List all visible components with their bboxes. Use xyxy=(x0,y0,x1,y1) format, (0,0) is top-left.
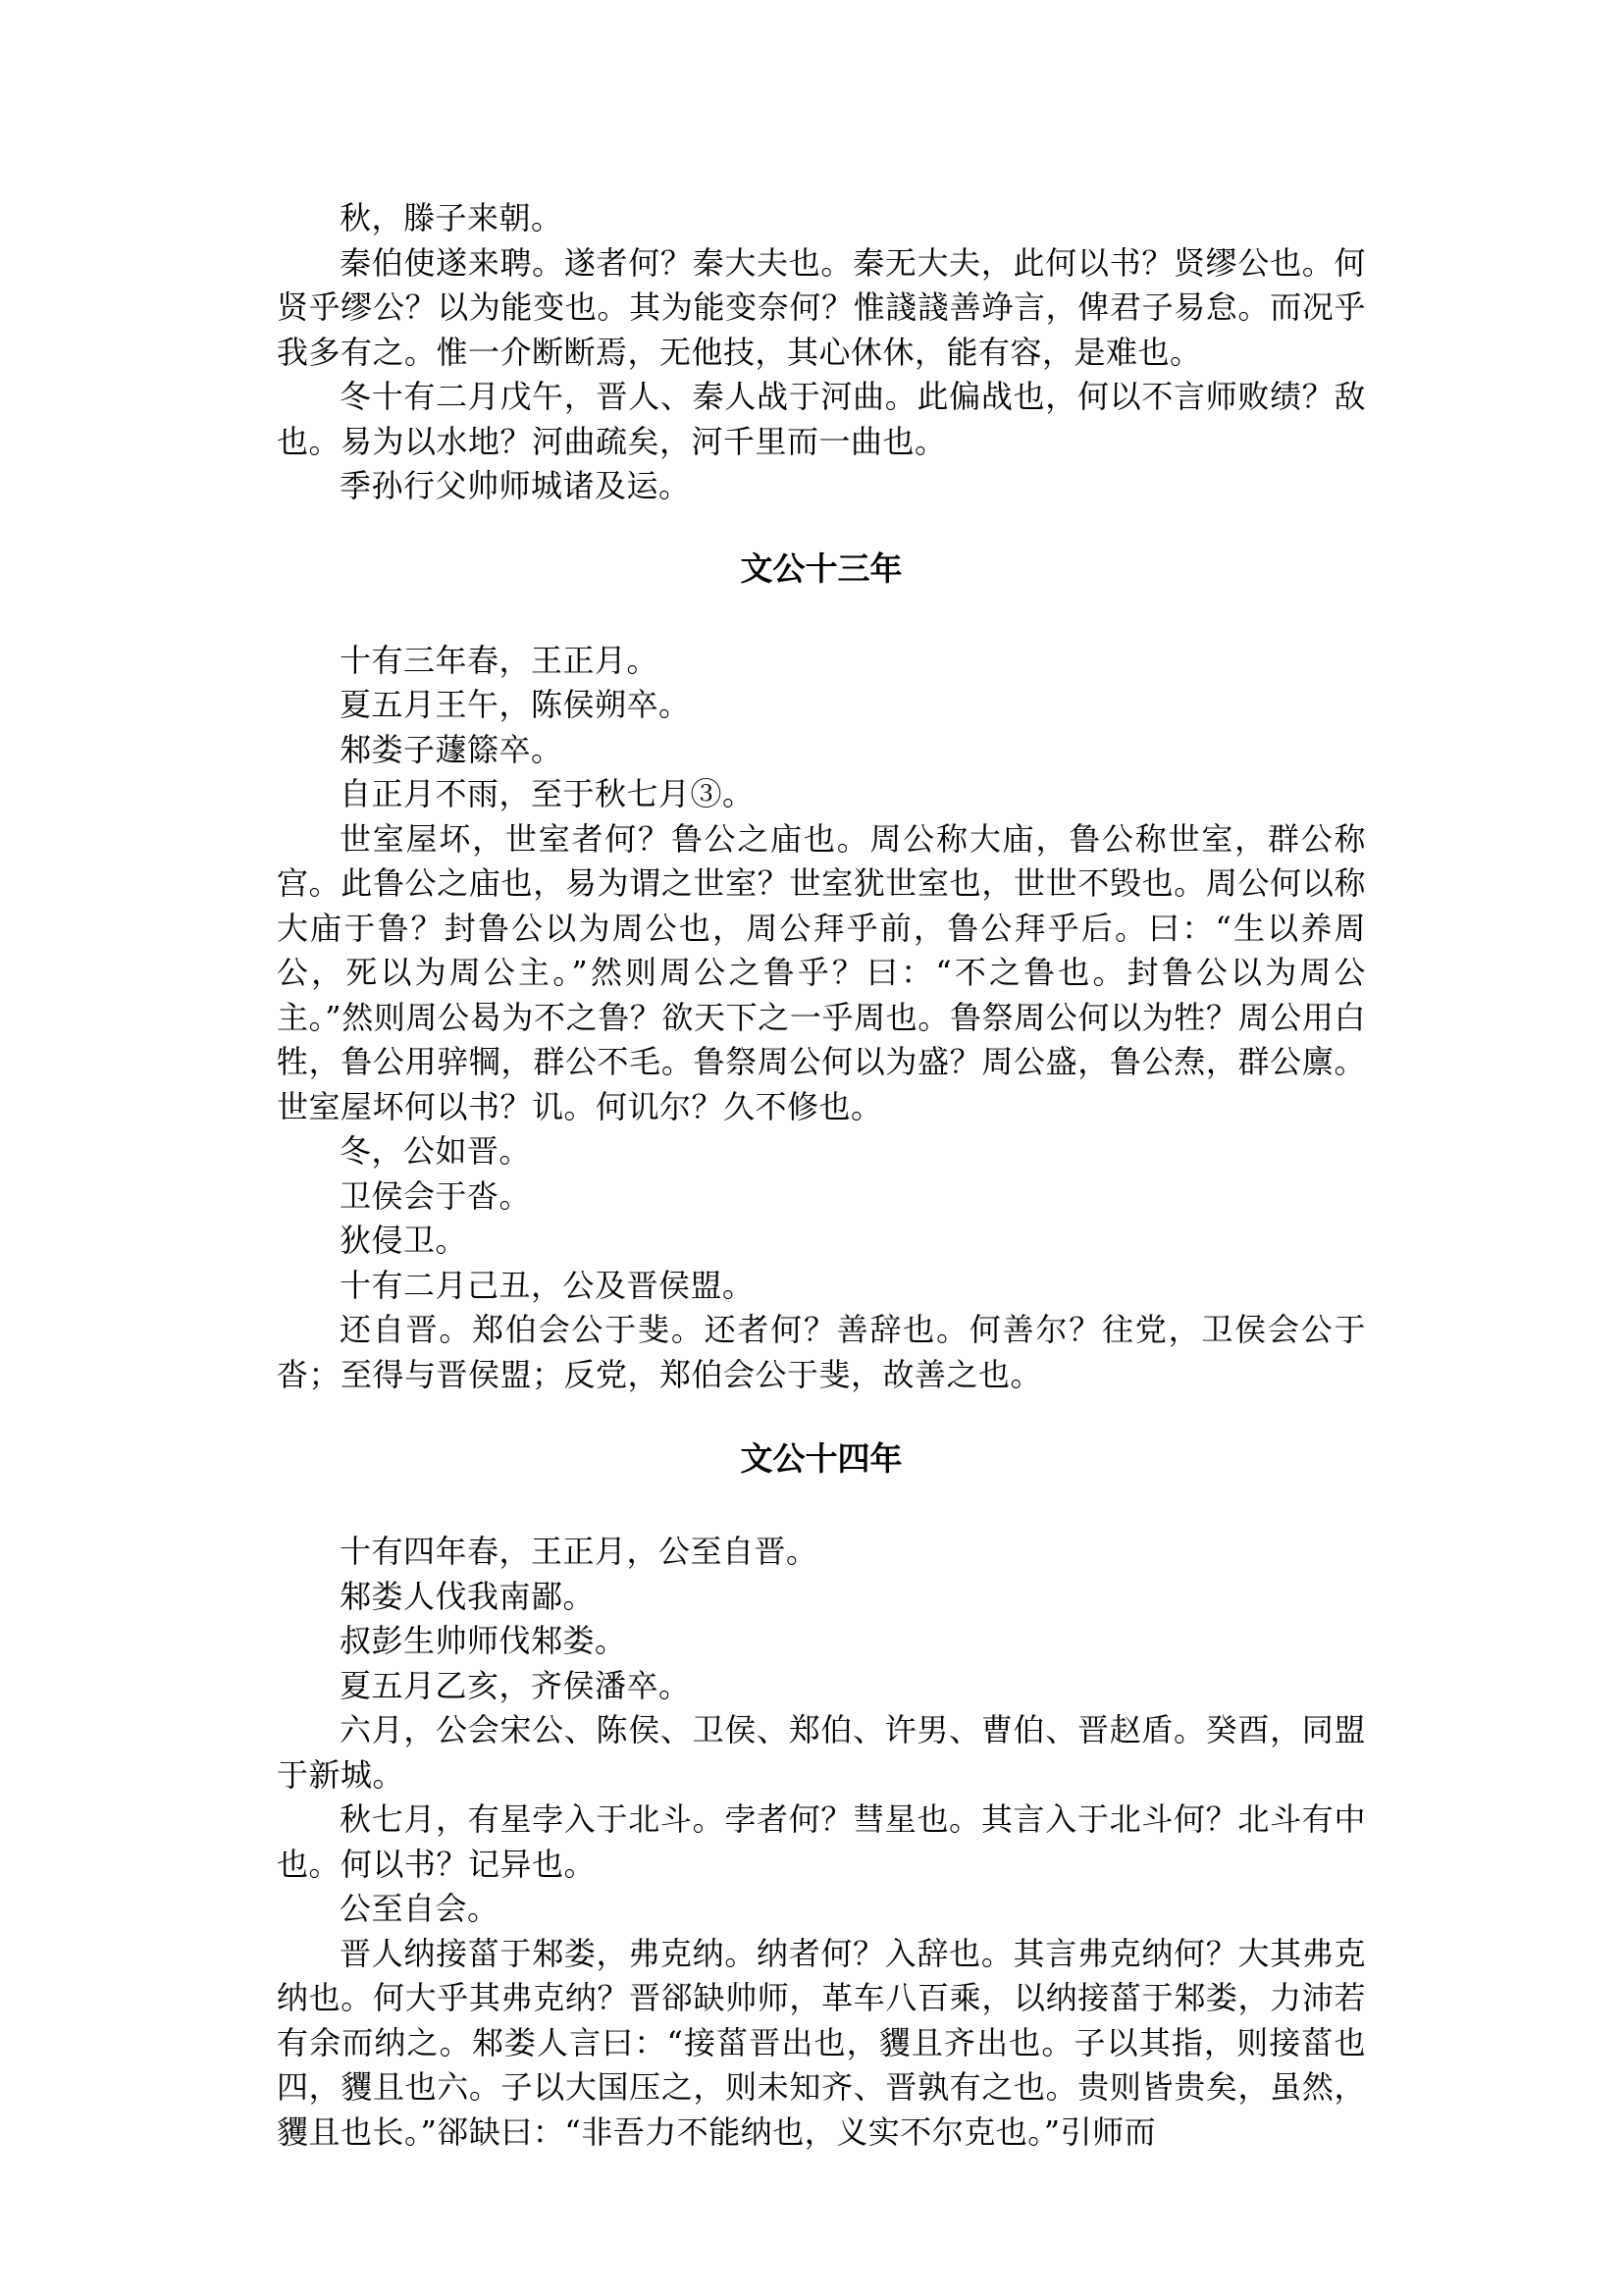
paragraph: 邾娄人伐我南鄙。 xyxy=(340,1577,596,1615)
paragraph: 十有二月己丑，公及晋侯盟。 xyxy=(340,1266,755,1304)
paragraph: 秋七月，有星孛入于北斗。孛者何？彗星也。其言入于北斗何？北斗有中也。何以书？记异也。 xyxy=(277,1800,1366,1883)
paragraph: 邾娄子蘧篨卒。 xyxy=(340,730,563,768)
paragraph: 还自晋。郑伯会公于斐。还者何？善辞也。何善尔？往党，卫侯会公于沓；至得与晋侯盟；反党，郑伯会公于斐，故善之也。 xyxy=(277,1311,1366,1393)
document-page xyxy=(277,196,1366,2155)
paragraph: 世室屋坏，世室者何？鲁公之庙也。周公称大庙，鲁公称世室，群公称宫。此鲁公之庙也，易为谓之世室？世室犹世室也，世世不毁也。周公何以称大庙于鲁？封鲁公以为周公也，周公拜乎前，鲁公拜乎后。曰：“生以养周公，死以为周公主。”然则周公之鲁乎？曰：“不之鲁也。封鲁公以为周公主。”然则周公曷为不之鲁？欲天下之一乎周也。鲁祭周公何以为牲？周公用白牲，鲁公用骍犅，群公不毛。鲁祭周公何以为盛？周公盛，鲁公焘，群公廪。世室屋坏何以书？讥。何讥尔？久不修也。 xyxy=(277,819,1366,1125)
section-wengong-14 xyxy=(277,1530,1366,2155)
section-heading-wengong-13: 文公十三年 xyxy=(740,548,903,588)
paragraph: 秦伯使遂来聘。遂者何？秦大夫也。秦无大夫，此何以书？贤缪公也。何贤乎缪公？以为能变也。其为能变奈何？惟諓諓善竫言，俾君子易怠。而况乎我多有之。惟一介断断焉，无他技，其心休休，能有容，是难也。 xyxy=(277,243,1366,371)
paragraph: 狄侵卫。 xyxy=(340,1222,468,1259)
paragraph: 公至自会。 xyxy=(340,1890,499,1927)
paragraph: 夏五月乙亥，齐侯潘卒。 xyxy=(340,1666,691,1704)
paragraph: 夏五月王午，陈侯朔卒。 xyxy=(340,686,691,723)
paragraph: 叔彭生帅师伐邾娄。 xyxy=(340,1622,627,1659)
paragraph: 晋人纳接菑于邾娄，弗克纳。纳者何？入辞也。其言弗克纳何？大其弗克纳也。何大乎其弗克纳？晋郤缺帅师，革车八百乘，以纳接菑于邾娄，力沛若有余而纳之。邾娄人言曰：“接菑晋出也，貜且齐出也。子以其指，则接菑也四，貜且也六。子以大国压之，则未知齐、晋孰有之也。贵则皆贵矣，虽然，貜且也长。”郤缺曰：“非吾力不能纳也，义实不尔克也。”引师而 xyxy=(277,1934,1366,2151)
paragraph: 卫侯会于沓。 xyxy=(340,1176,532,1215)
section-wengong-13 xyxy=(277,639,1366,1398)
paragraph: 十有三年春，王正月。 xyxy=(340,641,659,679)
paragraph: 季孙行父帅师城诸及运。 xyxy=(340,467,691,504)
section-heading-wengong-14: 文公十四年 xyxy=(740,1439,903,1478)
section-intro xyxy=(277,196,1366,509)
paragraph: 冬十有二月戊午，晋人、秦人战于河曲。此偏战也，何以不言师败绩？敌也。易为以水地？河曲疏矣，河千里而一曲也。 xyxy=(277,378,1366,460)
paragraph: 冬，公如晋。 xyxy=(340,1132,532,1170)
paragraph: 秋，滕子来朝。 xyxy=(340,199,563,236)
paragraph: 十有四年春，王正月，公至自晋。 xyxy=(340,1533,818,1570)
paragraph: 六月，公会宋公、陈侯、卫侯、郑伯、许男、曹伯、晋赵盾。癸酉，同盟于新城。 xyxy=(277,1711,1366,1794)
paragraph: 自正月不雨，至于秋七月③。 xyxy=(340,775,755,812)
